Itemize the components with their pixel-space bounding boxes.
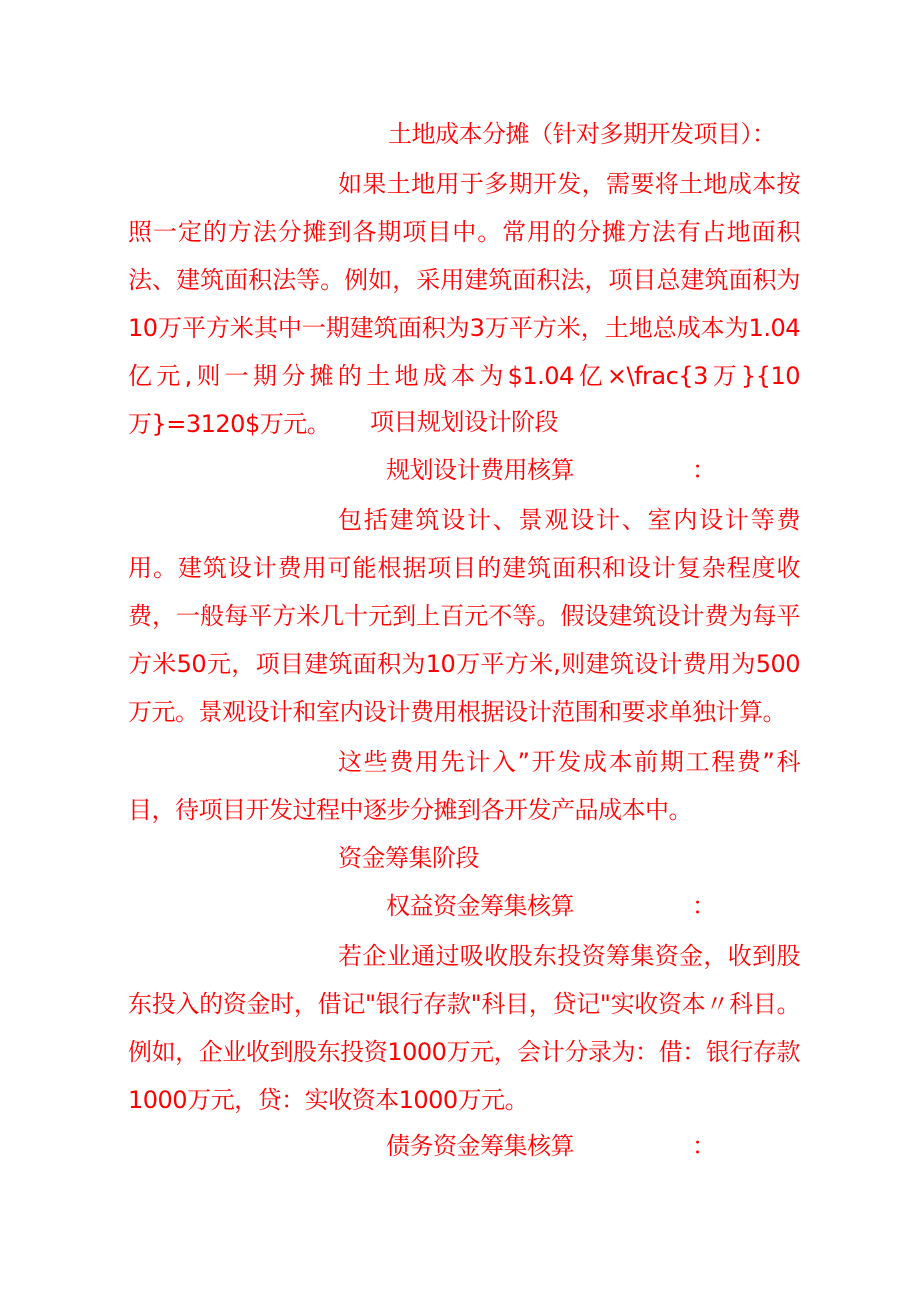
planning-cost-accounting-paragraph: 这些费用先计入”开发成本前期工程费”科目，待项目开发过程中逐步分摊到各开发产品成本中。 [128, 748, 800, 824]
equity-paragraph: 若企业通过吸收股东投资筹集资金，收到股东投入的资金时，借记"银行存款"科目，贷记"实收资本〃科目。例如，企业收到股东投资1000万元，会计分录为：借：银行存款1000万元，贷：实收资本1000万元。 [128, 942, 800, 1114]
land-cost-heading: 土地成本分摊（针对多期开发项目）： [388, 120, 776, 148]
planning-cost-heading: 规划设计费用核算 [386, 456, 574, 484]
equity-colon: ： [692, 892, 716, 920]
planning-stage-heading: 项目规划设计阶段 [370, 408, 558, 436]
debt-heading: 债务资金筹集核算 [386, 1132, 574, 1160]
debt-colon: ： [692, 1132, 716, 1160]
funding-stage-heading: 资金筹集阶段 [338, 844, 479, 872]
planning-cost-paragraph: 包括建筑设计、景观设计、室内设计等费用。建筑设计费用可能根据项目的建筑面积和设计复杂程度收费，一般每平方米几十元到上百元不等。假设建筑设计费为每平方米50元，项目建筑面积为10万平方米,则建筑设计费用为500万元。景观设计和室内设计费用根据设计范围和要求单独计算。 [128, 506, 800, 726]
equity-heading: 权益资金筹集核算 [386, 892, 574, 920]
planning-cost-colon: ： [692, 456, 716, 484]
land-cost-paragraph: 如果土地用于多期开发，需要将土地成本按照一定的方法分摊到各期项目中。常用的分摊方法有占地面积法、建筑面积法等。例如，采用建筑面积法，项目总建筑面积为10万平方米其中一期建筑面积为3万平方米，土地总成本为1.04亿元,则一期分摊的土地成本为$1.04亿×\frac{3万}{10万}=3120$万元。 [128, 170, 800, 438]
